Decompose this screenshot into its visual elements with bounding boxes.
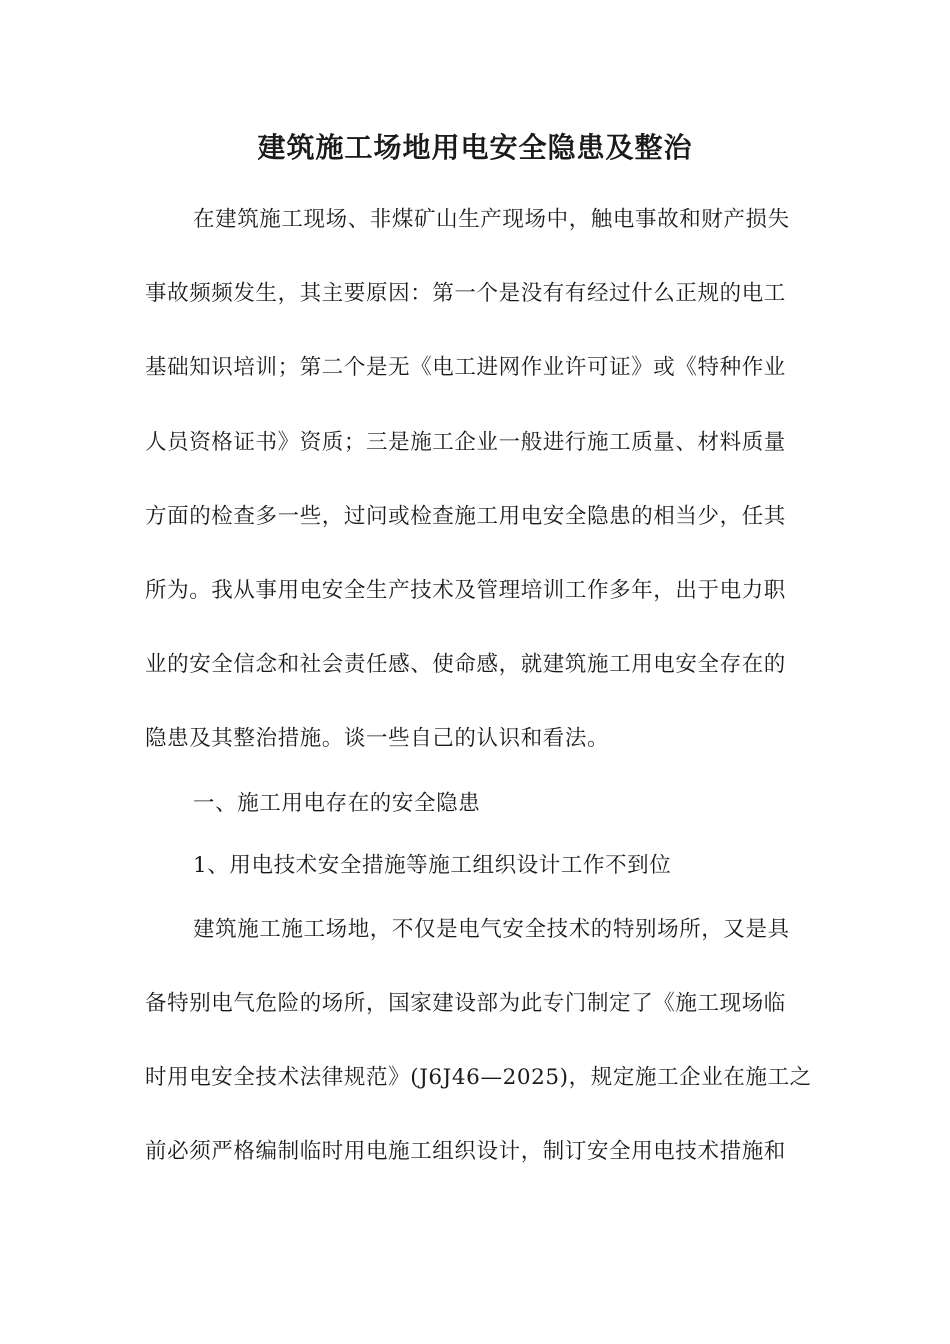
document-title: 建筑施工场地用电安全隐患及整治 (257, 131, 693, 164)
paragraph-line: 建筑施工施工场地，不仅是电气安全技术的特别场所，又是具 (193, 917, 790, 942)
paragraph-line: 时用电安全技术法律规范》(J6J46—2025)，规定施工企业在施工之 (145, 1065, 812, 1090)
subsection-heading: 1、用电技术安全措施等施工组织设计工作不到位 (193, 853, 672, 878)
paragraph-line: 方面的检查多一些，过问或检查施工用电安全隐患的相当少，任其 (145, 504, 786, 529)
paragraph-line: 人员资格证书》资质；三是施工企业一般进行施工质量、材料质量 (145, 430, 786, 455)
paragraph-line: 前必须严格编制临时用电施工组织设计，制订安全用电技术措施和 (145, 1139, 786, 1164)
paragraph-line: 业的安全信念和社会责任感、使命感，就建筑施工用电安全存在的 (145, 652, 786, 677)
paragraph-line: 事故频频发生，其主要原因：第一个是没有有经过什么正规的电工 (145, 281, 786, 306)
paragraph-line: 隐患及其整治措施。谈一些自己的认识和看法。 (145, 726, 610, 751)
paragraph-line: 备特别电气危险的场所，国家建设部为此专门制定了《施工现场临 (145, 991, 786, 1016)
paragraph-line: 基础知识培训；第二个是无《电工进网作业许可证》或《特种作业 (145, 355, 786, 380)
paragraph-line: 在建筑施工现场、非煤矿山生产现场中，触电事故和财产损失 (193, 207, 790, 232)
paragraph-line: 所为。我从事用电安全生产技术及管理培训工作多年，出于电力职 (145, 578, 786, 603)
section-heading: 一、施工用电存在的安全隐患 (193, 791, 481, 816)
